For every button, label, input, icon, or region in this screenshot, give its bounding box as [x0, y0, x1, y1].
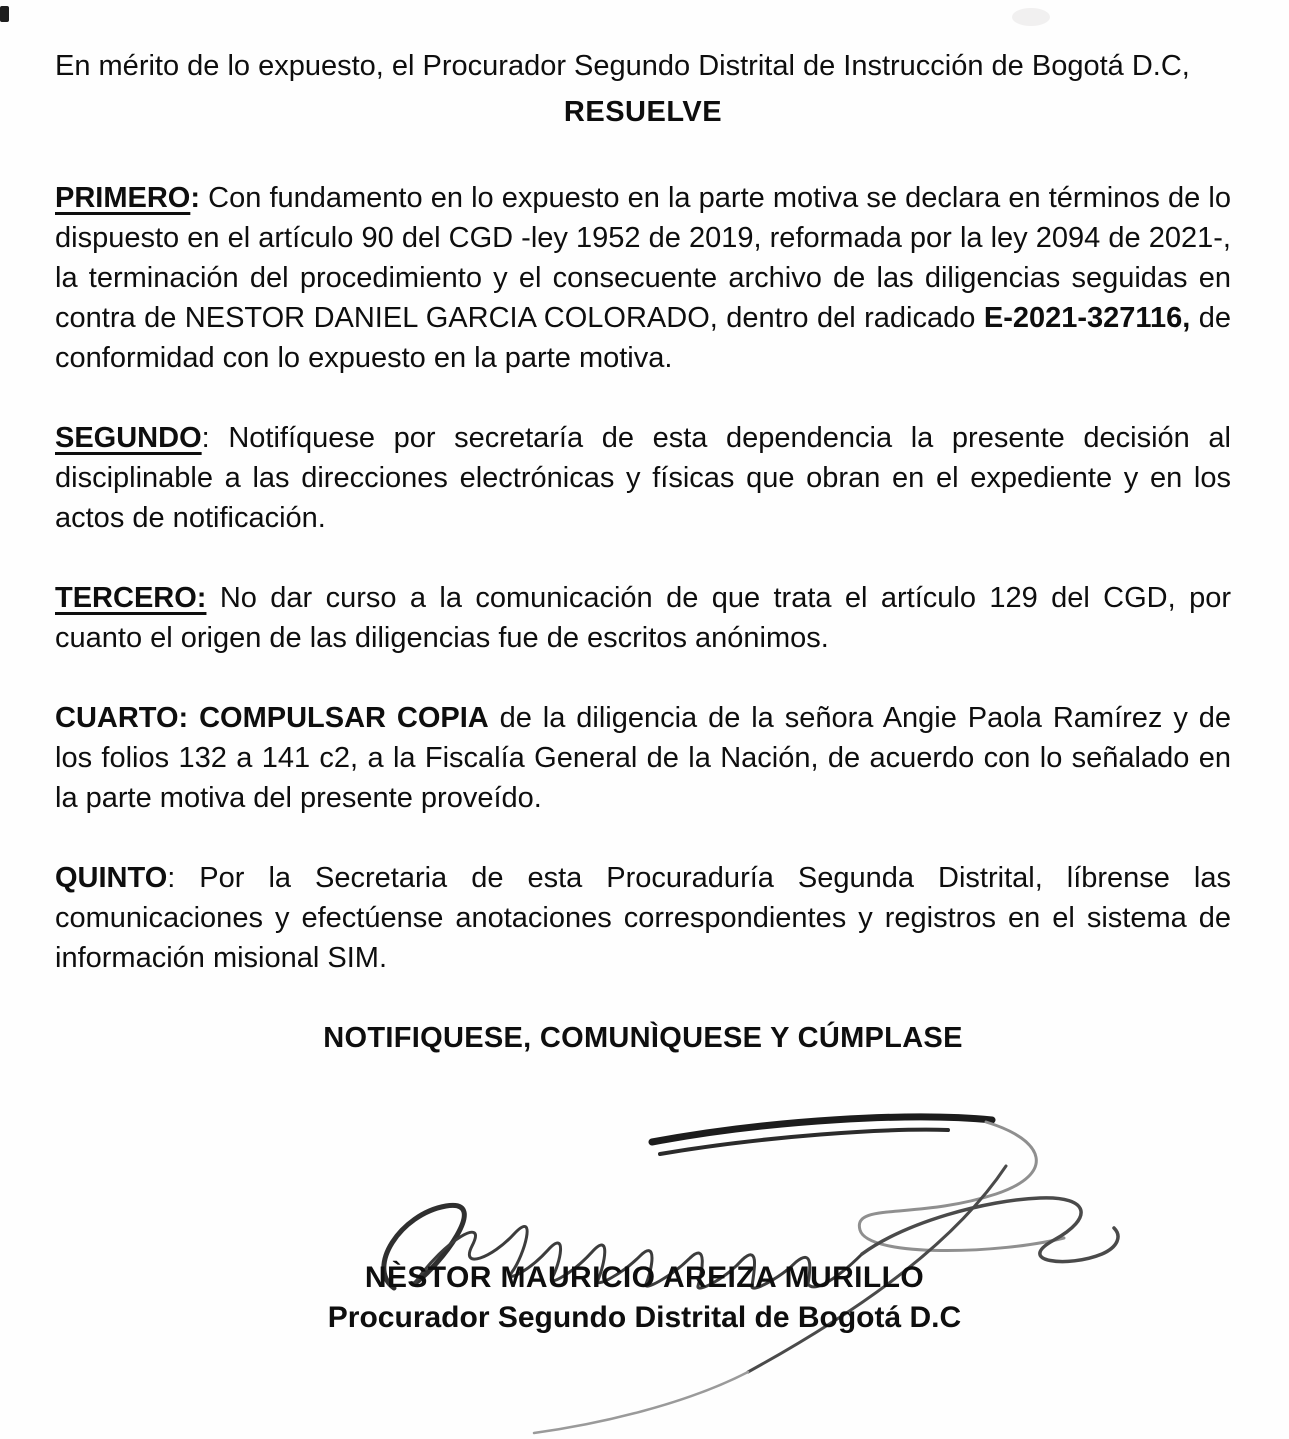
- article-bold-text: CUARTO: COMPULSAR COPIA: [55, 702, 489, 734]
- article-bold-text: QUINTO: [55, 862, 168, 894]
- article-bold-text: :: [190, 182, 209, 214]
- signature-swirl-stroke: [859, 1122, 1064, 1251]
- signature-flourish-stroke: [660, 1130, 948, 1154]
- article-paragraph: [55, 578, 1231, 658]
- article-bold-text: E-2021-327116,: [983, 302, 1191, 334]
- intro-paragraph: En mérito de lo expuesto, el Procurador Segundo Distrital de Instrucción de Bogotá D.C,: [55, 50, 1190, 82]
- signatory-block: [0, 1258, 1289, 1338]
- article-text: Con fundamento en lo expuesto en la parte motiva se declara en términos de lo dispuesto en el artículo 90 del CGD -ley 1952 de 2019, reformada por la ley 2094 de 2021-, la terminación del procedimiento y el consecuente archivo de las diligencias seguidas en contra de NESTOR DANIEL GARCIA COLORADO, dentro del radicado: [55, 182, 1231, 334]
- signatory-title: Procurador Segundo Distrital de Bogotá D.C: [327, 1301, 962, 1334]
- signature-diagonal-tail-stroke: [534, 1372, 748, 1433]
- article-text: : Notifíquese por secretaría de esta dependencia la presente decisión al disciplinable a las direcciones electrónicas y físicas que obran en el expediente y en los actos de notificación.: [55, 422, 1231, 534]
- scan-artifact: [1012, 8, 1050, 26]
- article-text: de la diligencia de la señora Angie Paola Ramírez y de los folios 132 a 141 c2, a la Fiscalía General de la Nación, de acuerdo con lo señalado en la parte motiva del presente proveído.: [55, 702, 1231, 814]
- article-text: : Por la Secretaria de esta Procuraduría Segunda Distrital, líbrense las comunicaciones y efectúense anotaciones correspondientes y registros en el sistema de información misional SIM.: [55, 862, 1231, 974]
- article-paragraph: [55, 858, 1231, 978]
- articles: [55, 178, 1231, 978]
- article-paragraph: [55, 178, 1231, 378]
- signature-zigzag-stroke: [862, 1198, 1118, 1262]
- article-label: PRIMERO: [55, 182, 191, 214]
- resolution-heading: RESUELVE: [563, 96, 723, 128]
- signature-flourish-stroke: [652, 1117, 992, 1142]
- article-label: SEGUNDO: [55, 422, 202, 454]
- article-text: No dar curso a la comunicación de que trata el artículo 129 del CGD, por cuanto el origen de las diligencias fue de escritos anónimos.: [55, 582, 1231, 654]
- signatory-name: NÈSTOR MAURICIO AREIZA MURILLO: [364, 1261, 925, 1294]
- article-paragraph: [55, 418, 1231, 538]
- closing-order-line: NOTIFIQUESE, COMUNÌQUESE Y CÚMPLASE: [323, 1022, 963, 1054]
- scan-artifact: [0, 6, 9, 22]
- article-text: de conformidad con lo expuesto en la parte motiva.: [55, 302, 1231, 374]
- article-label: TERCERO:: [55, 582, 207, 614]
- article-paragraph: [55, 698, 1231, 818]
